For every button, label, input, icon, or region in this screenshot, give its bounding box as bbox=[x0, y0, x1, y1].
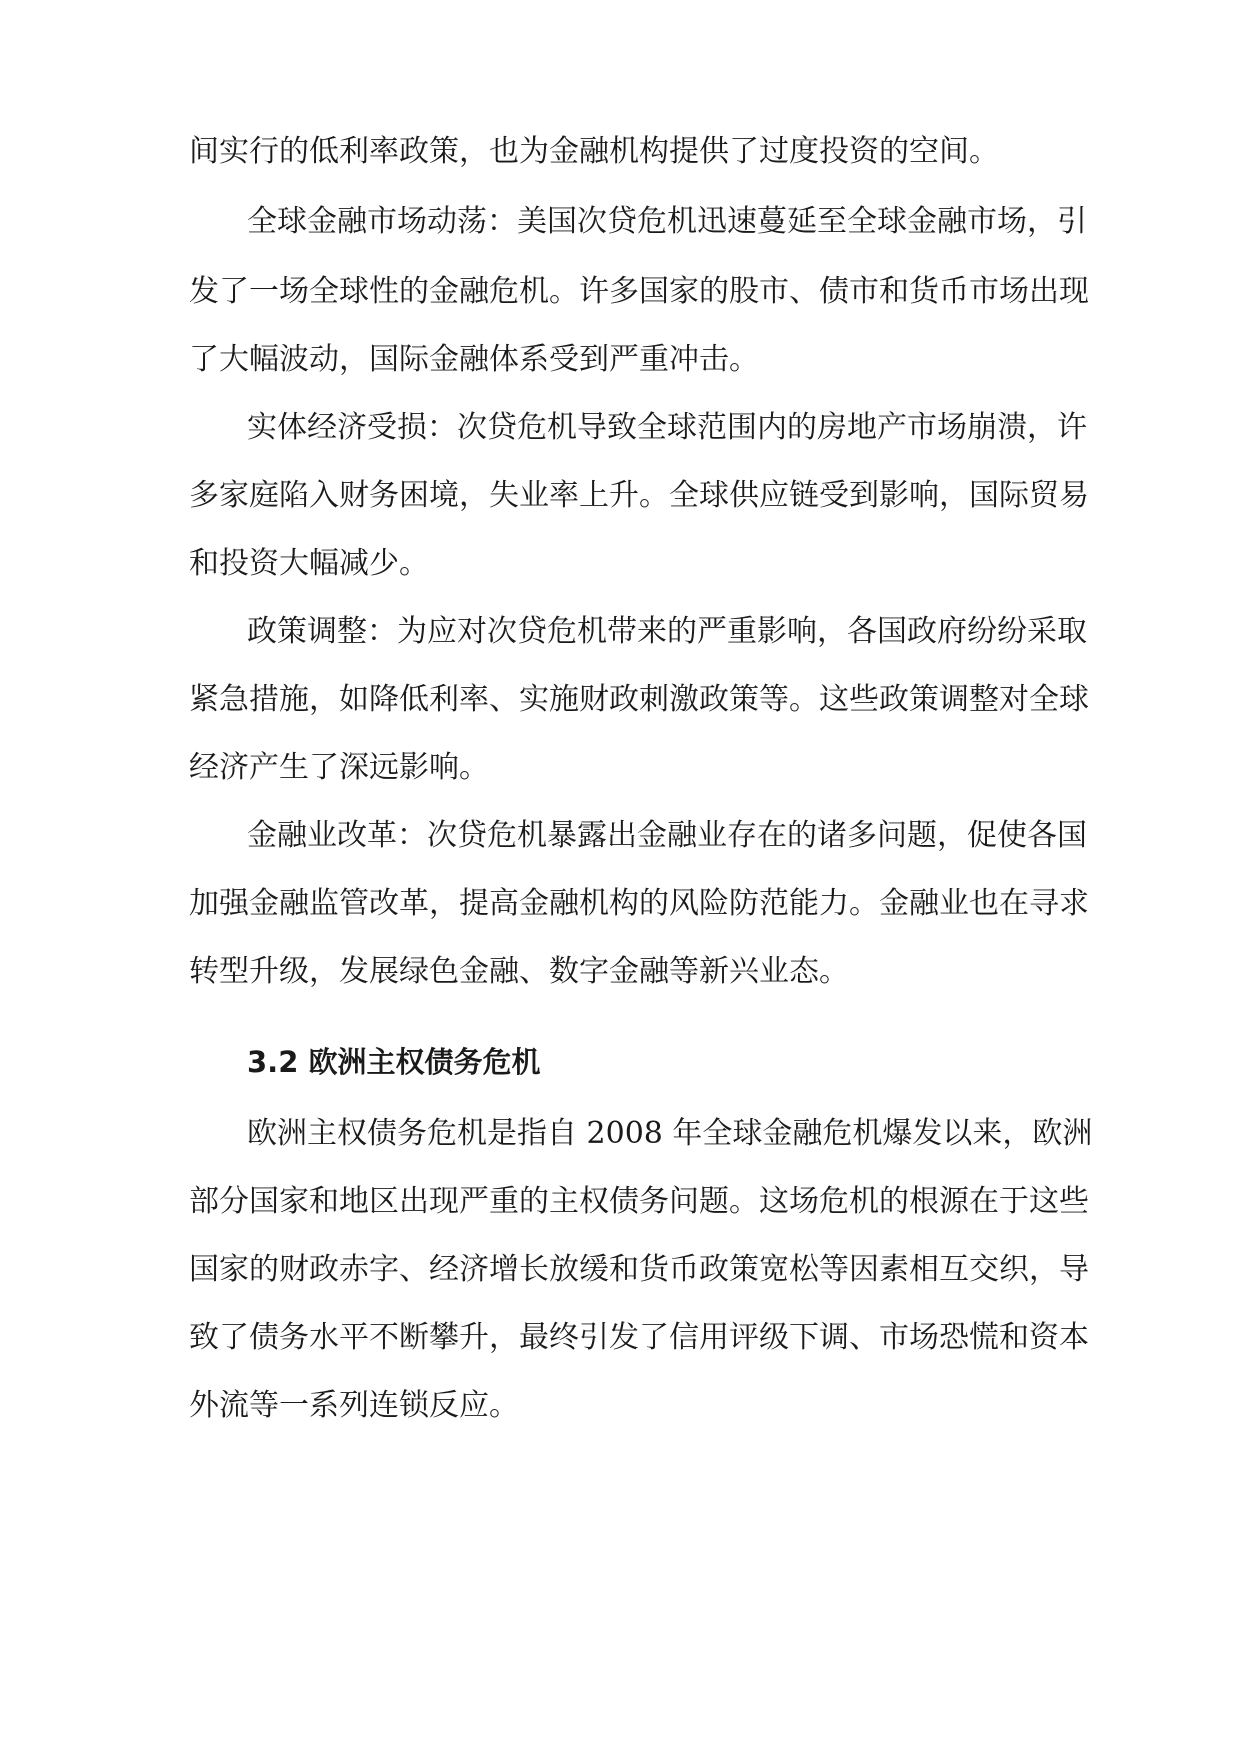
paragraph-line: 欧洲主权债务危机是指自 2008 年全球金融危机爆发以来，欧洲 bbox=[247, 1116, 1093, 1151]
paragraph-line: 和投资大幅减少。 bbox=[189, 546, 429, 581]
paragraph-line: 国家的财政赤字、经济增长放缓和货币政策宽松等因素相互交织，导 bbox=[189, 1252, 1089, 1287]
paragraph-line: 金融业改革：次贷危机暴露出金融业存在的诸多问题，促使各国 bbox=[247, 818, 1087, 853]
paragraph-line: 紧急措施，如降低利率、实施财政刺激政策等。这些政策调整对全球 bbox=[189, 682, 1089, 717]
paragraph-line: 外流等一系列连锁反应。 bbox=[189, 1388, 519, 1423]
paragraph-line: 部分国家和地区出现严重的主权债务问题。这场危机的根源在于这些 bbox=[189, 1184, 1089, 1219]
paragraph-line: 经济产生了深远影响。 bbox=[189, 750, 489, 785]
section-heading: 3.2 欧洲主权债务危机 bbox=[247, 1045, 541, 1079]
paragraph-line: 全球金融市场动荡：美国次贷危机迅速蔓延至全球金融市场，引 bbox=[247, 204, 1087, 239]
paragraph-line: 加强金融监管改革，提高金融机构的风险防范能力。金融业也在寻求 bbox=[189, 886, 1089, 921]
paragraph-line: 转型升级，发展绿色金融、数字金融等新兴业态。 bbox=[189, 954, 849, 989]
paragraph-line: 了大幅波动，国际金融体系受到严重冲击。 bbox=[189, 342, 759, 377]
paragraph-line: 多家庭陷入财务困境，失业率上升。全球供应链受到影响，国际贸易 bbox=[189, 478, 1089, 513]
paragraph-line: 发了一场全球性的金融危机。许多国家的股市、债市和货币市场出现 bbox=[189, 274, 1089, 309]
paragraph-line: 间实行的低利率政策，也为金融机构提供了过度投资的空间。 bbox=[189, 134, 999, 169]
paragraph-line: 实体经济受损：次贷危机导致全球范围内的房地产市场崩溃，许 bbox=[247, 410, 1087, 445]
paragraph-line: 致了债务水平不断攀升，最终引发了信用评级下调、市场恐慌和资本 bbox=[189, 1320, 1089, 1355]
paragraph-line: 政策调整：为应对次贷危机带来的严重影响，各国政府纷纷采取 bbox=[247, 614, 1087, 649]
